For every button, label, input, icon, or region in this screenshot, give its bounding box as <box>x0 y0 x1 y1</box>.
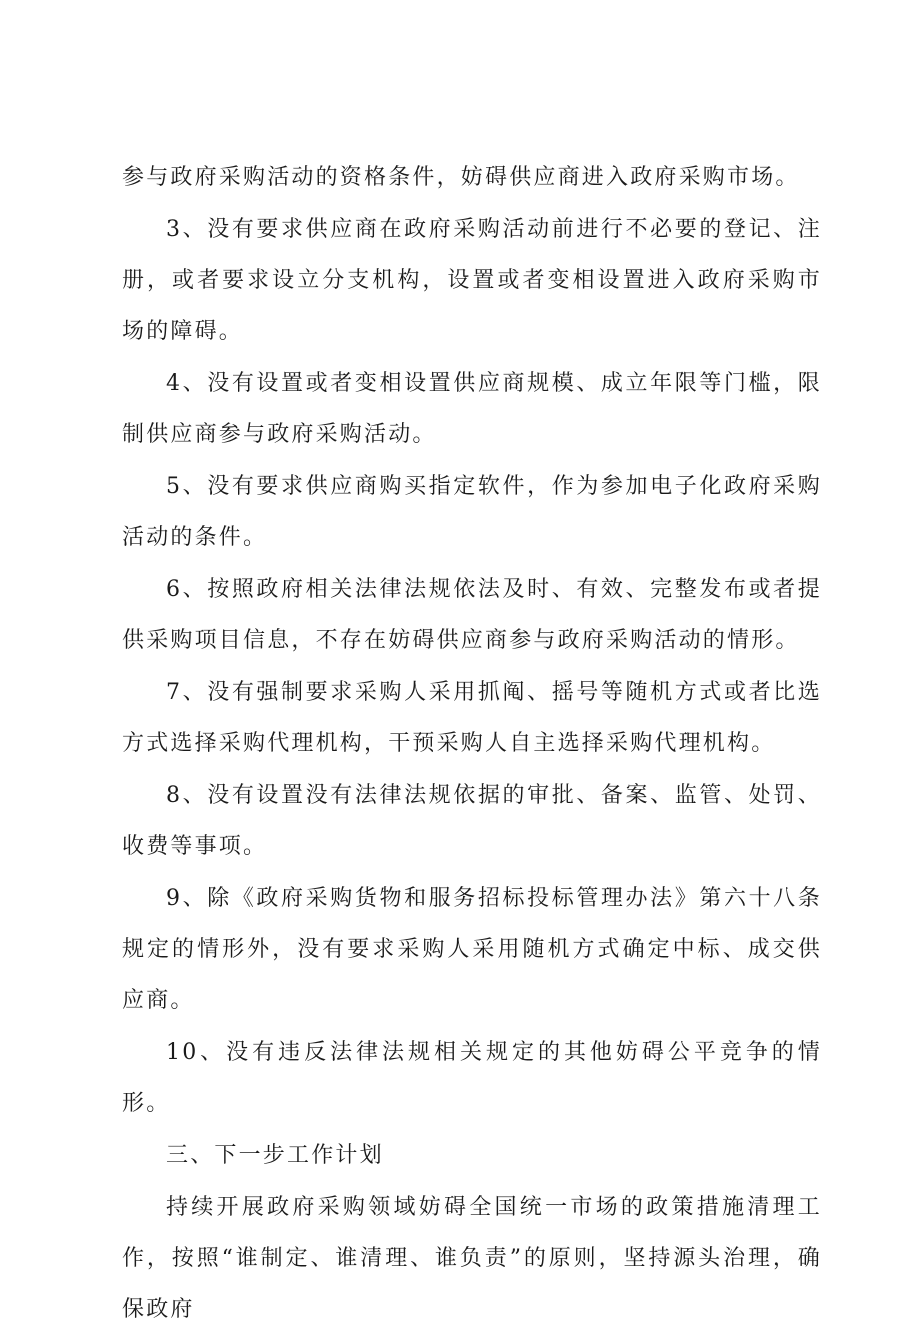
section-heading-next-steps: 三、下一步工作计划 <box>166 1143 384 1168</box>
paragraph-item-9: 9、除《政府采购货物和服务招标投标管理办法》第六十八条规定的情形外，没有要求采购人采用随机方式确定中标、成交供应商。 <box>122 886 822 1013</box>
paragraph-work-plan: 持续开展政府采购领域妨碍全国统一市场的政策措施清理工作，按照“谁制定、谁清理、谁负责”的原则，坚持源头治理，确保政府 <box>122 1195 822 1322</box>
paragraph-item-6: 6、按照政府相关法律法规依法及时、有效、完整发布或者提供采购项目信息，不存在妨碍供应商参与政府采购活动的情形。 <box>122 577 822 653</box>
paragraph-item-10: 10、没有违反法律法规相关规定的其他妨碍公平竞争的情形。 <box>122 1040 822 1116</box>
paragraph-item-7: 7、没有强制要求采购人采用抓阄、摇号等随机方式或者比选方式选择采购代理机构，干预采购人自主选择采购代理机构。 <box>122 680 822 756</box>
paragraph-continuation: 参与政府采购活动的资格条件，妨碍供应商进入政府采购市场。 <box>122 165 800 190</box>
paragraph-item-8: 8、没有设置没有法律法规依据的审批、备案、监管、处罚、收费等事项。 <box>122 783 822 859</box>
paragraph-item-4: 4、没有设置或者变相设置供应商规模、成立年限等门槛，限制供应商参与政府采购活动。 <box>122 371 822 447</box>
document-page <box>122 152 822 1335</box>
paragraph-item-5: 5、没有要求供应商购买指定软件，作为参加电子化政府采购活动的条件。 <box>122 474 822 550</box>
paragraph-item-3: 3、没有要求供应商在政府采购活动前进行不必要的登记、注册，或者要求设立分支机构，设置或者变相设置进入政府采购市场的障碍。 <box>122 217 822 344</box>
